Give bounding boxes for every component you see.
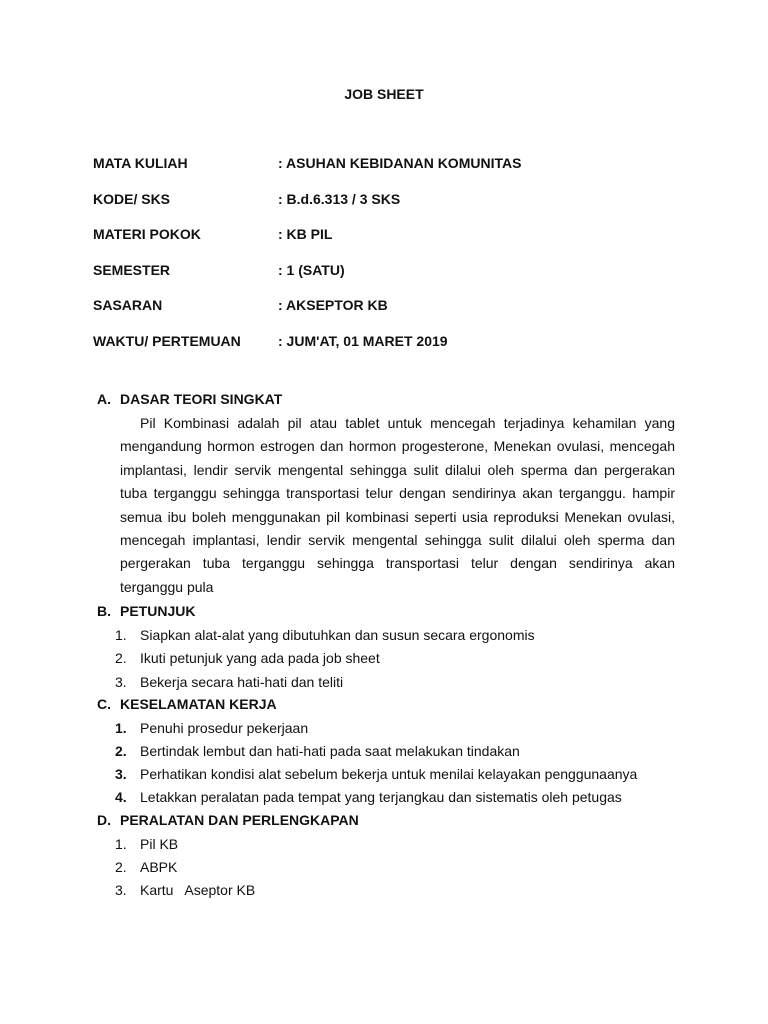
safety-list <box>0 717 768 810</box>
info-value: : KB PIL <box>278 226 333 243</box>
course-info-table <box>93 155 693 369</box>
section-title: KESELAMATAN KERJA <box>120 695 277 712</box>
list-text: ABPK <box>140 858 178 875</box>
section-b-heading <box>0 601 768 624</box>
list-number: 1. <box>115 627 127 644</box>
info-label: MATERI POKOK <box>93 226 201 243</box>
section-title: PETUNJUK <box>120 603 196 620</box>
section-letter: C. <box>97 695 111 712</box>
info-row-mata-kuliah <box>93 155 693 191</box>
list-number: 1. <box>115 835 127 852</box>
page-title: JOB SHEET <box>344 86 424 102</box>
info-row-materi-pokok <box>93 226 693 262</box>
equipment-list <box>0 833 768 903</box>
list-item <box>0 671 768 694</box>
list-item <box>0 717 768 740</box>
section-c-heading <box>0 694 768 717</box>
theory-paragraph: Pil Kombinasi adalah pil atau tablet untuk mencegah terjadinya kehamilan yang mengandung hormon estrogen dan hormon progesterone, Menekan ovulasi, mencegah implantasi, lendir servik mengental sehingga sulit dilalui oleh sperma dan pergerakan tuba terganggu sehingga transportasi telur dengan sendirinya akan terganggu. hampir semua ibu boleh menggunakan pil kombinasi seperti usia reproduksi Menekan ovulasi, mencegah implantasi, lendir servik mengental sehingga sulit dilalui oleh sperma dan pergerakan tuba terganggu sehingga transportasi telur dengan sendirinya akan terganggu pula <box>120 415 675 595</box>
info-label: WAKTU/ PERTEMUAN <box>93 332 241 349</box>
info-label: MATA KULIAH <box>93 155 188 171</box>
info-value: : AKSEPTOR KB <box>278 297 388 314</box>
list-text: Letakkan peralatan pada tempat yang terjangkau dan sistematis oleh petugas <box>140 789 622 806</box>
info-value: : ASUHAN KEBIDANAN KOMUNITAS <box>278 155 522 171</box>
list-text: Perhatikan kondisi alat sebelum bekerja untuk menilai kelayakan penggunaanya <box>140 766 638 783</box>
list-item <box>0 856 768 879</box>
list-text: Penuhi prosedur pekerjaan <box>140 719 309 736</box>
info-row-waktu-pertemuan <box>93 333 693 369</box>
list-item <box>0 763 768 786</box>
section-title: PERALATAN DAN PERLENGKAPAN <box>120 811 359 828</box>
section-d-heading <box>0 810 768 833</box>
list-text: Siapkan alat-alat yang dibutuhkan dan susun secara ergonomis <box>140 627 535 644</box>
list-number: 2. <box>115 858 127 875</box>
list-number: 4. <box>115 789 127 806</box>
list-number: 1. <box>115 719 127 736</box>
info-value: : B.d.6.313 / 3 SKS <box>278 190 401 207</box>
list-item <box>0 740 768 763</box>
info-row-kode-sks <box>93 191 693 227</box>
list-item <box>0 647 768 670</box>
list-item <box>0 624 768 647</box>
section-a-heading <box>0 389 768 412</box>
list-number: 2. <box>115 650 127 667</box>
info-label: KODE/ SKS <box>93 190 171 207</box>
info-label: SASARAN <box>93 297 163 314</box>
info-row-semester <box>93 262 693 298</box>
list-text: Bertindak lembut dan hati-hati pada saat melakukan tindakan <box>140 743 520 759</box>
list-text: Pil KB <box>140 835 179 852</box>
section-letter: B. <box>97 603 111 620</box>
section-letter: D. <box>97 811 111 828</box>
instruction-list <box>0 624 768 694</box>
section-title: DASAR TEORI SINGKAT <box>120 391 283 407</box>
list-text: Ikuti petunjuk yang ada pada job sheet <box>140 650 380 667</box>
list-number: 3. <box>115 766 127 783</box>
list-item <box>0 786 768 809</box>
job-sheet-sections <box>0 389 768 902</box>
info-value: : 1 (SATU) <box>278 261 345 278</box>
list-number: 3. <box>115 673 127 690</box>
info-row-sasaran <box>93 297 693 333</box>
section-letter: A. <box>97 391 111 407</box>
list-text: Bekerja secara hati-hati dan teliti <box>140 673 344 690</box>
list-item <box>0 879 768 902</box>
list-number: 3. <box>115 881 127 898</box>
info-value: : JUM'AT, 01 MARET 2019 <box>278 332 448 349</box>
list-item <box>0 833 768 856</box>
list-number: 2. <box>115 743 127 759</box>
info-label: SEMESTER <box>93 261 171 278</box>
list-text: Kartu Aseptor KB <box>140 881 256 898</box>
